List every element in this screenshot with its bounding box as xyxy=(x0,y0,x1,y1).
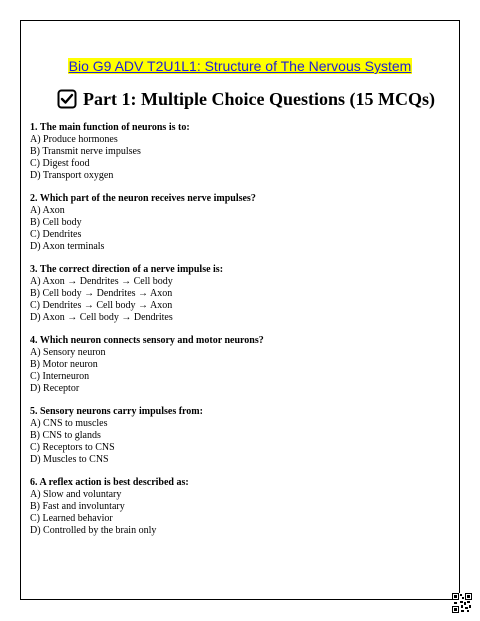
option-c: C) Receptors to CNS xyxy=(30,442,115,453)
option-b: B) CNS to glands xyxy=(30,430,101,441)
option-c: C) Dendrites → Cell body → Axon xyxy=(30,300,173,311)
option-b: B) Cell body xyxy=(30,217,82,228)
question-6 xyxy=(30,477,450,537)
question-stem: 2. Which part of the neuron receives nerve impulses? xyxy=(30,193,256,204)
option-d: D) Transport oxygen xyxy=(30,170,114,181)
part-heading xyxy=(57,86,435,112)
option-a: A) Slow and voluntary xyxy=(30,489,122,500)
checkbox-checked-icon xyxy=(57,89,77,109)
option-c: C) Digest food xyxy=(30,158,90,169)
question-stem: 1. The main function of neurons is to: xyxy=(30,122,190,133)
question-5 xyxy=(30,406,450,466)
question-stem: 5. Sensory neurons carry impulses from: xyxy=(30,406,203,417)
question-2 xyxy=(30,193,450,253)
question-3 xyxy=(30,264,450,324)
document-title xyxy=(0,58,480,74)
option-d: D) Muscles to CNS xyxy=(30,454,109,465)
part-heading-text: Part 1: Multiple Choice Questions (15 MCQs) xyxy=(83,89,435,109)
document-title-text: Bio G9 ADV T2U1L1: Structure of The Nervous System xyxy=(68,58,412,74)
option-c: C) Learned behavior xyxy=(30,513,113,524)
option-a: A) Axon xyxy=(30,205,65,216)
option-d: D) Controlled by the brain only xyxy=(30,525,157,536)
option-b: B) Motor neuron xyxy=(30,359,98,370)
option-d: D) Receptor xyxy=(30,383,80,394)
question-1 xyxy=(30,122,450,182)
option-d: D) Axon terminals xyxy=(30,241,105,252)
option-d: D) Axon → Cell body → Dendrites xyxy=(30,312,173,323)
question-4 xyxy=(30,335,450,395)
option-b: B) Cell body → Dendrites → Axon xyxy=(30,288,173,299)
question-stem: 6. A reflex action is best described as: xyxy=(30,477,189,488)
option-a: A) Axon → Dendrites → Cell body xyxy=(30,276,173,287)
option-a: A) CNS to muscles xyxy=(30,418,108,429)
option-a: A) Produce hormones xyxy=(30,134,118,145)
question-stem: 3. The correct direction of a nerve impulse is: xyxy=(30,264,224,275)
qr-code-icon xyxy=(452,593,472,613)
option-a: A) Sensory neuron xyxy=(30,347,106,358)
question-stem: 4. Which neuron connects sensory and motor neurons? xyxy=(30,335,264,346)
option-c: C) Interneuron xyxy=(30,371,90,382)
option-b: B) Fast and involuntary xyxy=(30,501,125,512)
option-c: C) Dendrites xyxy=(30,229,82,240)
option-b: B) Transmit nerve impulses xyxy=(30,146,141,157)
question-list xyxy=(30,122,450,548)
